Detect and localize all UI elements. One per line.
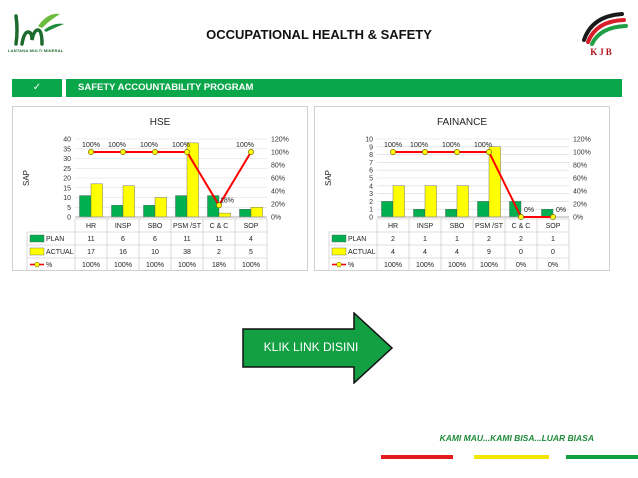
y2-tick-label: 80% — [573, 162, 588, 170]
y-tick-label: 30 — [63, 156, 71, 163]
table-cell: 6 — [121, 236, 125, 243]
y-tick-label: 5 — [369, 175, 373, 183]
y2-tick-label: 40% — [573, 188, 588, 196]
bar-plan — [445, 209, 457, 217]
y2-tick-label: 20% — [271, 201, 286, 209]
legend-key-percent-marker — [35, 262, 40, 267]
legend-key-plan — [332, 235, 346, 242]
x-tick-label: HR — [387, 223, 399, 230]
table-cell: 100% — [480, 262, 498, 269]
x-tick-label: PSM /ST — [474, 223, 504, 230]
table-cell: 18% — [211, 262, 227, 269]
percent-marker — [248, 149, 253, 154]
y-tick-label: 10 — [365, 136, 373, 144]
percent-data-label: 100% — [172, 142, 190, 149]
y2-tick-label: 0% — [271, 214, 282, 222]
percent-data-label: 100% — [384, 142, 402, 149]
percent-data-label: 100% — [82, 142, 100, 149]
table-cell: 4 — [391, 249, 395, 256]
y-tick-label: 2 — [369, 198, 373, 206]
table-cell: 10 — [151, 249, 159, 256]
x-tick-label: SOP — [545, 223, 561, 230]
bar-actual — [219, 213, 231, 217]
table-cell: 9 — [487, 249, 491, 256]
table-cell: 4 — [423, 249, 427, 256]
y2-tick-label: 20% — [573, 201, 588, 209]
percent-marker — [454, 149, 459, 154]
table-cell: 1 — [551, 236, 555, 243]
page-title: OCCUPATIONAL HEALTH & SAFETY — [206, 27, 432, 42]
bar-actual — [123, 186, 135, 217]
x-tick-label: SBO — [147, 223, 163, 230]
table-cell: 0% — [515, 262, 527, 269]
table-cell: 2 — [519, 236, 523, 243]
table-cell: 100% — [114, 262, 132, 269]
y-tick-label: 3 — [369, 191, 373, 199]
y2-tick-label: 100% — [573, 149, 591, 157]
klik-link-button[interactable] — [242, 312, 394, 384]
percent-data-label: 0% — [555, 207, 567, 214]
percent-marker — [390, 149, 395, 154]
y-tick-label: 8 — [369, 152, 373, 160]
table-cell: 11 — [183, 236, 191, 243]
y-tick-label: 20 — [63, 175, 71, 183]
percent-marker — [120, 149, 125, 154]
legend-label: % — [348, 262, 355, 269]
bar-plan — [111, 205, 123, 217]
finance-chart — [315, 107, 609, 270]
legend-key-actual — [332, 248, 346, 255]
chart-title: HSE — [149, 117, 171, 128]
table-cell: 100% — [242, 262, 260, 269]
y2-tick-label: 40% — [271, 188, 286, 196]
y-tick-label: 6 — [369, 167, 373, 175]
table-cell: 38 — [183, 249, 191, 256]
percent-data-label: 100% — [442, 142, 460, 149]
section-bar — [12, 79, 622, 97]
table-cell: 11 — [215, 236, 223, 243]
bar-actual — [155, 198, 167, 218]
y-tick-label: 40 — [63, 136, 71, 144]
legend-label: ACTUAL — [46, 249, 74, 256]
percent-data-label: 100% — [410, 142, 428, 149]
bar-actual — [425, 186, 437, 217]
table-cell: 4 — [455, 249, 459, 256]
x-tick-label: INSP — [416, 223, 434, 230]
y-tick-label: 10 — [63, 195, 71, 202]
table-cell: 6 — [153, 236, 157, 243]
percent-marker — [486, 149, 491, 154]
stripe-green — [566, 455, 638, 459]
percent-data-label: 0% — [523, 207, 535, 214]
legend-key-actual — [30, 248, 44, 255]
bar-plan — [239, 209, 251, 217]
y-axis-label: SAP — [324, 169, 333, 187]
table-cell: 100% — [146, 262, 164, 269]
table-cell: 0 — [519, 249, 523, 256]
klik-link-label: KLIK LINK DISINI — [263, 340, 359, 354]
bar-plan — [79, 196, 91, 217]
legend-key-plan — [30, 235, 44, 242]
y-tick-label: 0 — [67, 214, 71, 222]
x-tick-label: PSM /ST — [172, 223, 202, 230]
percent-data-label: 100% — [236, 142, 254, 149]
y2-tick-label: 60% — [573, 175, 588, 183]
percent-marker — [152, 149, 157, 154]
bar-plan — [143, 205, 155, 217]
y-axis-label: SAP — [22, 169, 31, 187]
stripe-yellow — [474, 455, 549, 459]
y2-tick-label: 120% — [271, 136, 289, 144]
percent-marker — [184, 149, 189, 154]
x-tick-label: INSP — [114, 223, 132, 230]
bar-actual — [251, 207, 263, 217]
y-tick-label: 7 — [369, 159, 373, 167]
table-cell: 1 — [423, 236, 427, 243]
table-cell: 100% — [178, 262, 196, 269]
legend-label: PLAN — [46, 236, 65, 243]
legend-key-percent-marker — [337, 262, 342, 267]
y-tick-label: 9 — [369, 144, 373, 152]
legend-label: ACTUAL — [348, 249, 376, 256]
table-cell: 0% — [547, 262, 559, 269]
y2-tick-label: 120% — [573, 136, 591, 144]
y-tick-label: 15 — [63, 185, 71, 193]
y-tick-label: 35 — [63, 146, 71, 154]
bar-plan — [175, 196, 187, 217]
section-title: SAFETY ACCOUNTABILITY PROGRAM — [66, 79, 622, 97]
y-tick-label: 0 — [369, 214, 373, 222]
chart-title: FAINANCE — [436, 117, 488, 128]
table-cell: 0 — [551, 249, 555, 256]
lantana-logo-caption: LANTANA MULTI MINERAL — [8, 48, 64, 53]
y-tick-label: 4 — [369, 183, 373, 191]
percent-data-label: 100% — [140, 142, 158, 149]
table-cell: 100% — [384, 262, 402, 269]
table-cell: 17 — [87, 249, 95, 256]
kjb-logo-text: KJB — [590, 47, 614, 57]
percent-data-label: 100% — [474, 142, 492, 149]
table-cell: 2 — [217, 249, 221, 256]
x-tick-label: SOP — [243, 223, 259, 230]
y-tick-label: 25 — [63, 165, 71, 173]
table-cell: 16 — [119, 249, 127, 256]
bar-actual — [457, 186, 469, 217]
table-cell: 100% — [448, 262, 466, 269]
x-tick-label: HR — [85, 223, 97, 230]
table-cell: 2 — [487, 236, 491, 243]
bar-actual — [393, 186, 405, 217]
bar-plan — [477, 201, 489, 217]
percent-marker — [88, 149, 93, 154]
y2-tick-label: 0% — [573, 214, 584, 222]
hse-chart-panel — [12, 106, 308, 271]
check-icon: ✓ — [12, 79, 62, 97]
kjb-logo — [574, 8, 630, 64]
table-cell: 5 — [249, 249, 253, 256]
percent-data-label: 100% — [108, 142, 126, 149]
x-tick-label: C & C — [209, 223, 229, 230]
slogan: KAMI MAU...KAMI BISA...LUAR BIASA — [439, 433, 594, 443]
table-cell: 4 — [249, 236, 253, 243]
table-cell: 11 — [87, 236, 95, 243]
table-cell: 100% — [416, 262, 434, 269]
y2-tick-label: 60% — [271, 175, 286, 183]
x-tick-label: SBO — [449, 223, 465, 230]
table-cell: 100% — [82, 262, 100, 269]
finance-chart-panel — [314, 106, 610, 271]
table-cell: 1 — [455, 236, 459, 243]
x-tick-label: C & C — [511, 223, 531, 230]
y2-tick-label: 80% — [271, 162, 286, 170]
percent-data-label: 18% — [219, 197, 235, 205]
legend-label: % — [46, 262, 53, 269]
y2-tick-label: 100% — [271, 149, 289, 157]
bar-plan — [413, 209, 425, 217]
hse-chart — [13, 107, 307, 270]
kjb-logo-mark — [574, 8, 630, 48]
stripe-red — [381, 455, 453, 459]
y-tick-label: 5 — [67, 204, 71, 212]
percent-marker — [422, 149, 427, 154]
table-cell: 2 — [391, 236, 395, 243]
y-tick-label: 1 — [369, 206, 373, 214]
bar-actual — [91, 184, 103, 217]
bar-plan — [381, 201, 393, 217]
legend-label: PLAN — [348, 236, 367, 243]
